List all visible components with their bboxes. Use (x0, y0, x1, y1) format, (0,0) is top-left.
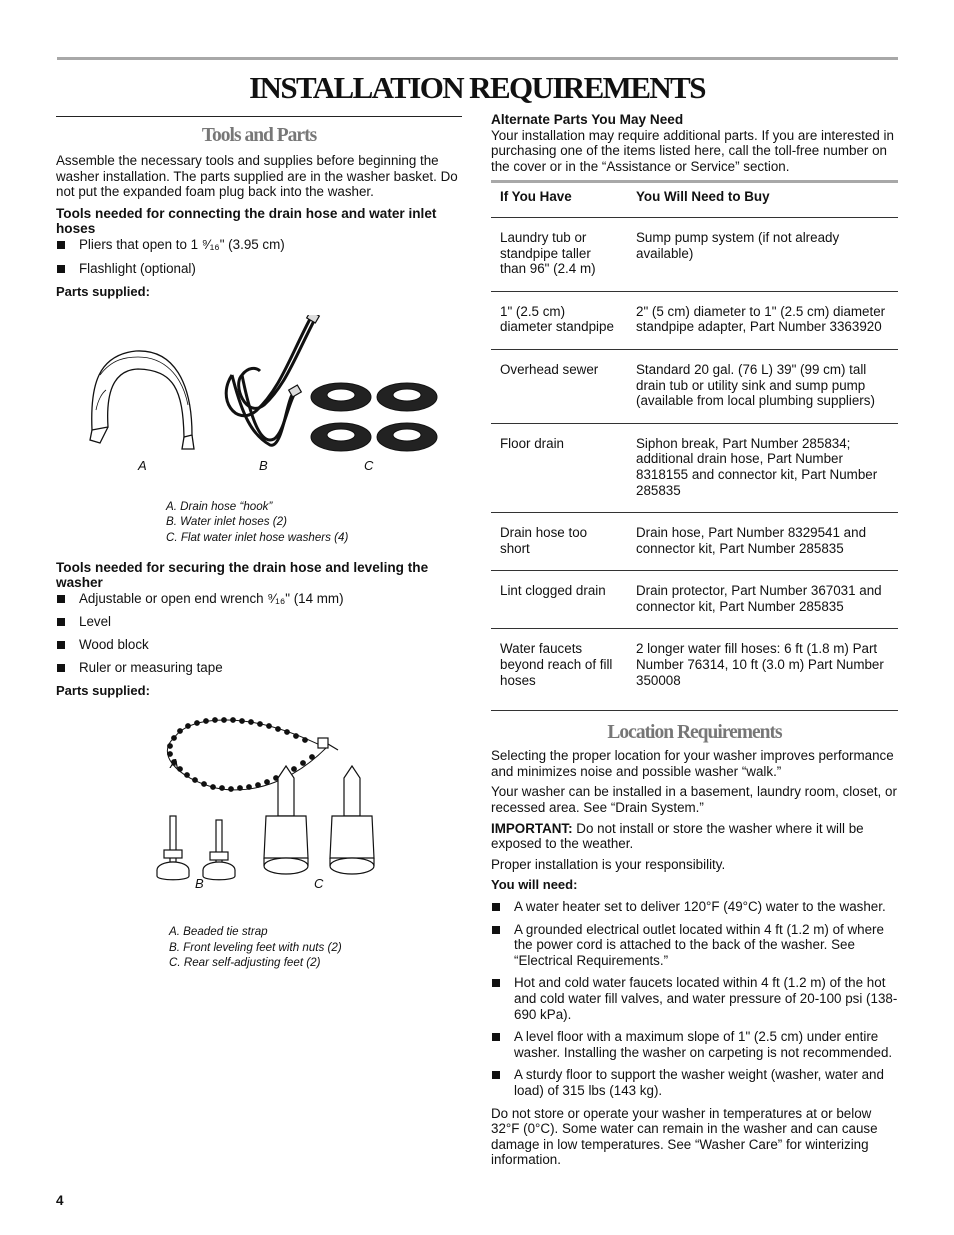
location-p3: Proper installation is your responsibility. (491, 856, 726, 872)
caption: B. Water inlet hoses (2) (166, 515, 287, 529)
important-note (491, 821, 898, 852)
page-number: 4 (56, 1193, 64, 1208)
cell-buy: Siphon break, Part Number 285834; additional drain hose, Part Number 8318155 and connector kit, Part Number 285835 (627, 423, 898, 512)
alternate-parts-intro: Your installation may require additional parts. If you are interested in purchasing one of the items listed here, call the toll-free number on the cover or in the “Assistance or Service” section. (491, 127, 894, 174)
water-inlet-hoses-illustration (226, 315, 319, 445)
tools-and-parts-section (56, 116, 462, 971)
list-item: A water heater set to deliver 120°F (49°C) water to the washer. (491, 899, 898, 915)
cell-have: Lint clogged drain (491, 571, 627, 629)
table-row (491, 423, 898, 512)
parts-supplied-label: Parts supplied: (56, 682, 150, 698)
drain-hose-hook-illustration (90, 351, 194, 449)
list-item: A sturdy floor to support the washer weight (washer, water and load) of 315 lbs (143 kg). (491, 1067, 898, 1098)
cell-buy: Drain protector, Part Number 367031 and connector kit, Part Number 285835 (627, 571, 898, 629)
cell-have: Floor drain (491, 423, 627, 512)
cell-buy: Drain hose, Part Number 8329541 and connector kit, Part Number 285835 (627, 513, 898, 571)
flat-washers-illustration (311, 383, 437, 451)
table-row (491, 217, 898, 291)
figure-letter-c: C (364, 457, 374, 473)
column-header: You Will Need to Buy (627, 182, 898, 218)
figure-letter-a: A (170, 756, 179, 772)
tools-intro: Assemble the necessary tools and supplies before beginning the washer installation. The parts supplied are in the washer basket. Do not put the expanded foam plug back into the washer. (56, 153, 458, 200)
figure-letter-c: C (314, 876, 324, 892)
location-requirements-heading: Location Requirements (607, 722, 782, 744)
cell-buy: 2 longer water fill hoses: 6 ft (1.8 m) Part Number 76314, 10 ft (3.0 m) Part Number 350008 (627, 629, 898, 711)
page-title: INSTALLATION REQUIREMENTS (249, 70, 705, 105)
beaded-tie-strap-illustration (167, 718, 338, 792)
caption: A. Drain hose “hook” (166, 499, 273, 513)
list-item: Wood block (56, 637, 462, 653)
alternate-parts-table (491, 180, 898, 711)
cell-buy: Standard 20 gal. (76 L) 39" (99 cm) tall drain tub or utility sink and sump pump (available from local plumbing suppliers) (627, 349, 898, 423)
cell-have: Drain hose too short (491, 513, 627, 571)
cell-buy: 2" (5 cm) diameter to 1" (2.5 cm) diameter standpipe adapter, Part Number 3363920 (627, 291, 898, 349)
cell-have: Laundry tub or standpipe taller than 96" (2.4 m) (491, 217, 627, 291)
location-p4: Do not store or operate your washer in temperatures at or below 32°F (0°C). Some water can remain in the washer and can cause damage in low temperatures. See “Washer Care” for winterizing information. (491, 1105, 878, 1168)
top-rule (57, 57, 898, 60)
table-row (491, 513, 898, 571)
figure-feet (56, 698, 462, 924)
caption: B. Front leveling feet with nuts (2) (169, 940, 342, 954)
list-item: A level floor with a maximum slope of 1" (2.5 cm) under entire washer. Installing the washer on carpeting is not recommended. (491, 1029, 898, 1060)
list-item: Flashlight (optional) (56, 261, 462, 277)
you-will-need-label: You will need: (491, 877, 578, 893)
important-label: IMPORTANT: (491, 820, 573, 836)
tools-and-parts-heading: Tools and Parts (201, 125, 317, 146)
location-p1: Selecting the proper location for your washer improves performance and minimizes noise and possible washer “walk.” (491, 748, 894, 779)
rear-self-adjusting-feet-illustration (264, 766, 374, 874)
list-item: Level (56, 614, 462, 630)
cell-have: Overhead sewer (491, 349, 627, 423)
location-p2: Your washer can be installed in a basement, laundry room, closet, or recessed area. See “Drain System.” (491, 784, 897, 816)
figure-letter-b: B (259, 457, 268, 473)
figure-2-captions (169, 924, 462, 971)
drain-tools-heading: Tools needed for connecting the drain hose and water inlet hoses (56, 205, 437, 237)
list-item: Ruler or measuring tape (56, 660, 462, 676)
parts-supplied-label: Parts supplied: (56, 284, 150, 300)
list-item: Hot and cold water faucets located within 4 ft (1.2 m) of the hot and cold water fill valves, and water pressure of 20-100 psi (138-690 kPa). (491, 975, 898, 1022)
cell-buy: Sump pump system (if not already available) (627, 217, 898, 291)
cell-have: Water faucets beyond reach of fill hoses (491, 629, 627, 711)
caption: C. Flat water inlet hose washers (4) (166, 530, 349, 544)
front-leveling-feet-illustration (157, 816, 235, 880)
list-item: A grounded electrical outlet located within 4 ft (1.2 m) of where the power cord is attached to the back of the washer. See “Electrical Requirements.” (491, 922, 898, 969)
figure-letter-a: A (138, 457, 147, 473)
drain-tools-list (56, 237, 462, 276)
important-text: Do not install or store the washer where it will be exposed to the weather. (491, 820, 864, 852)
cell-have: 1" (2.5 cm) diameter standpipe (491, 291, 627, 349)
list-item: Adjustable or open end wrench ⁹⁄₁₆" (14 mm) (56, 591, 462, 607)
list-item: Pliers that open to 1 ⁹⁄₁₆" (3.95 cm) (56, 237, 462, 253)
caption: C. Rear self-adjusting feet (2) (169, 956, 321, 970)
secure-tools-list (56, 591, 462, 676)
secure-tools-heading: Tools needed for securing the drain hose and leveling the washer (56, 559, 429, 591)
table-row (491, 629, 898, 711)
alternate-parts-heading: Alternate Parts You May Need (491, 112, 684, 127)
caption: A. Beaded tie strap (169, 925, 268, 939)
figure-hoses (56, 300, 462, 508)
parts-illustration-2 (56, 708, 462, 918)
table-header-row (491, 182, 898, 218)
table-row (491, 291, 898, 349)
table-row (491, 349, 898, 423)
alternate-parts-section (491, 111, 898, 1168)
figure-letter-b: B (195, 876, 204, 892)
table-row (491, 571, 898, 629)
column-header: If You Have (491, 182, 627, 218)
needs-list (491, 899, 898, 1099)
